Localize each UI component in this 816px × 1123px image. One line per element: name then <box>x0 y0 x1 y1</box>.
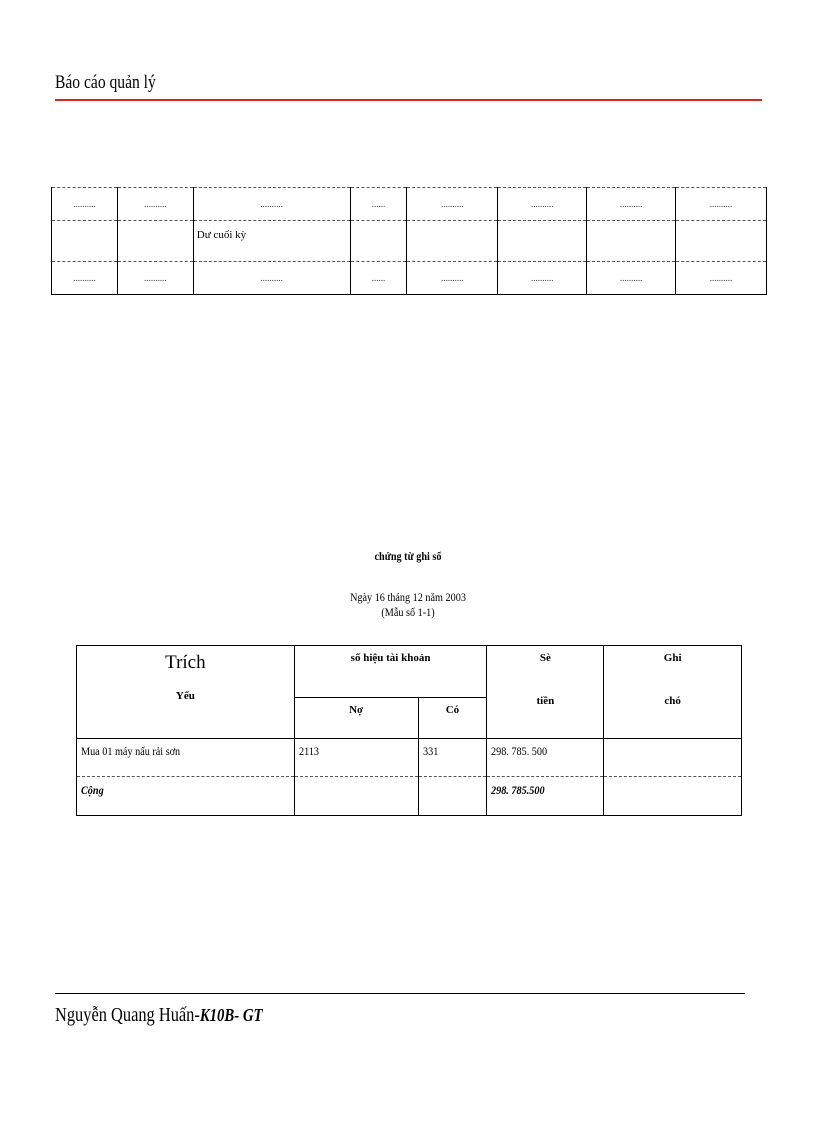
row-description-text: Mua 01 máy nấu rải sơn <box>81 744 181 758</box>
row-amount-text: 298. 785. 500 <box>491 744 548 758</box>
table-cell: .......... <box>676 262 767 295</box>
total-amount: 298. 785.500 <box>491 783 545 797</box>
total-label-cell <box>77 777 295 816</box>
table-cell: ...... <box>350 262 407 295</box>
header-divider <box>55 99 762 101</box>
closing-balance-label: Dư cuối kỳ <box>193 221 350 262</box>
footer-class-code: K10B- GT <box>199 1005 263 1025</box>
table-row <box>52 188 767 221</box>
table-cell: .......... <box>676 188 767 221</box>
ledger-table <box>51 187 767 295</box>
header-cell-amount <box>487 646 604 739</box>
table-cell: .......... <box>193 188 350 221</box>
voucher-table <box>76 645 742 816</box>
table-cell: .......... <box>587 188 676 221</box>
total-label: Cộng <box>81 783 104 797</box>
table-cell: .......... <box>117 188 193 221</box>
page-header-title: Báo cáo quản lý <box>55 72 156 93</box>
header-so: Sè <box>539 652 551 664</box>
table-row <box>52 221 767 262</box>
document-form-number: (Mẫu số 1-1) <box>381 605 435 619</box>
table-cell <box>676 221 767 262</box>
table-cell <box>350 221 407 262</box>
table-cell: .......... <box>498 188 587 221</box>
total-amount-cell <box>487 777 604 816</box>
table-cell: ...... <box>350 188 407 221</box>
table-cell: .......... <box>193 262 350 295</box>
header-yeu: Yếu <box>175 690 195 702</box>
header-tien: tiền <box>536 695 555 707</box>
header-cell-trich-yeu <box>77 646 295 739</box>
table-row <box>77 739 742 777</box>
table-cell <box>407 221 498 262</box>
table-cell: .......... <box>407 262 498 295</box>
header-chu: chó <box>664 695 681 707</box>
document-date: Ngày 16 tháng 12 năm 2003 <box>350 590 466 604</box>
table-cell: .......... <box>52 188 118 221</box>
table-cell <box>498 221 587 262</box>
header-co: Có <box>418 698 487 739</box>
header-ghi: Ghi <box>663 652 682 664</box>
row-description <box>77 739 295 777</box>
table-cell <box>418 777 487 816</box>
header-no: Nợ <box>294 698 418 739</box>
table-cell: .......... <box>117 262 193 295</box>
table-cell <box>52 221 118 262</box>
total-row <box>77 777 742 816</box>
footer-author: Nguyễn Quang Huấn- <box>55 1004 200 1026</box>
row-credit-account <box>418 739 487 777</box>
header-trich: Trích <box>165 652 206 673</box>
document-date-block <box>61 590 755 620</box>
row-amount <box>487 739 604 777</box>
row-debit-text: 2113 <box>298 744 319 758</box>
table-cell <box>604 777 742 816</box>
table-cell: .......... <box>52 262 118 295</box>
table-cell: .......... <box>407 188 498 221</box>
table-cell: .......... <box>498 262 587 295</box>
row-credit-text: 331 <box>422 744 438 758</box>
document-title: chứng từ ghi sổ <box>374 549 442 563</box>
row-debit-account <box>294 739 418 777</box>
table-header-row <box>77 646 742 698</box>
header-cell-note <box>604 646 742 739</box>
footer-divider <box>55 993 745 994</box>
row-note <box>604 739 742 777</box>
table-cell <box>294 777 418 816</box>
table-row <box>52 262 767 295</box>
table-cell <box>587 221 676 262</box>
header-account-group: số hiệu tài khoản <box>294 646 487 698</box>
table-cell: .......... <box>587 262 676 295</box>
footer-author-line <box>55 1004 263 1027</box>
table-cell <box>117 221 193 262</box>
